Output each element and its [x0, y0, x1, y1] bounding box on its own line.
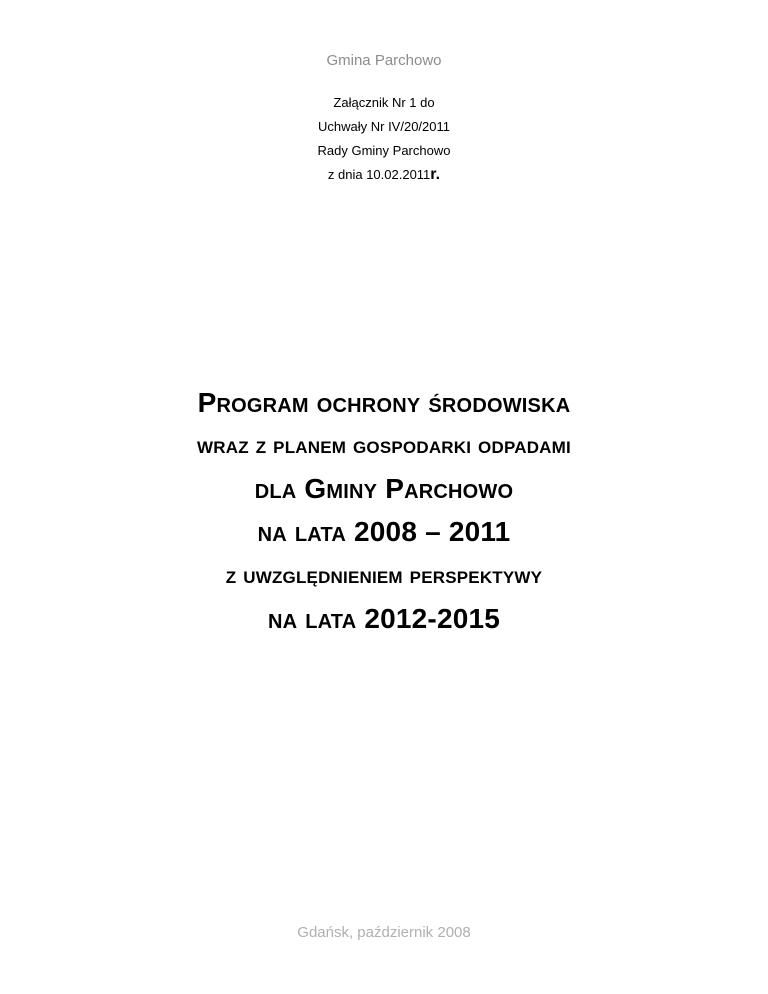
annex-reference [0, 91, 768, 187]
annex-line-2: Uchwały Nr IV/20/2011 [318, 119, 450, 134]
title-line-4-years: 2008 – 2011 [354, 516, 511, 547]
annex-line-3: Rady Gminy Parchowo [317, 143, 451, 158]
title-line-6-years: 2012-2015 [364, 603, 501, 634]
title-line-5: z uwzględnieniem perspektywy [225, 562, 543, 589]
title-line-6-prefix: na lata [267, 603, 365, 634]
place-and-date: Gdańsk, październik 2008 [297, 924, 471, 941]
title-line-1: Program ochrony środowiska [197, 387, 571, 418]
annex-date-suffix: r. [430, 166, 441, 183]
title-line-4 [0, 510, 768, 554]
document-title [0, 382, 768, 640]
title-line-3: dla Gminy Parchowo [254, 473, 514, 504]
title-line-2: wraz z planem gospodarki odpadami [197, 432, 571, 459]
annex-line-1: Załącznik Nr 1 do [333, 95, 435, 110]
annex-line-4 [0, 163, 768, 187]
annex-date: z dnia 10.02.2011 [327, 167, 431, 182]
title-line-6 [0, 598, 768, 640]
municipality-header: Gmina Parchowo [326, 52, 442, 69]
title-line-4-prefix: na lata [257, 516, 355, 547]
